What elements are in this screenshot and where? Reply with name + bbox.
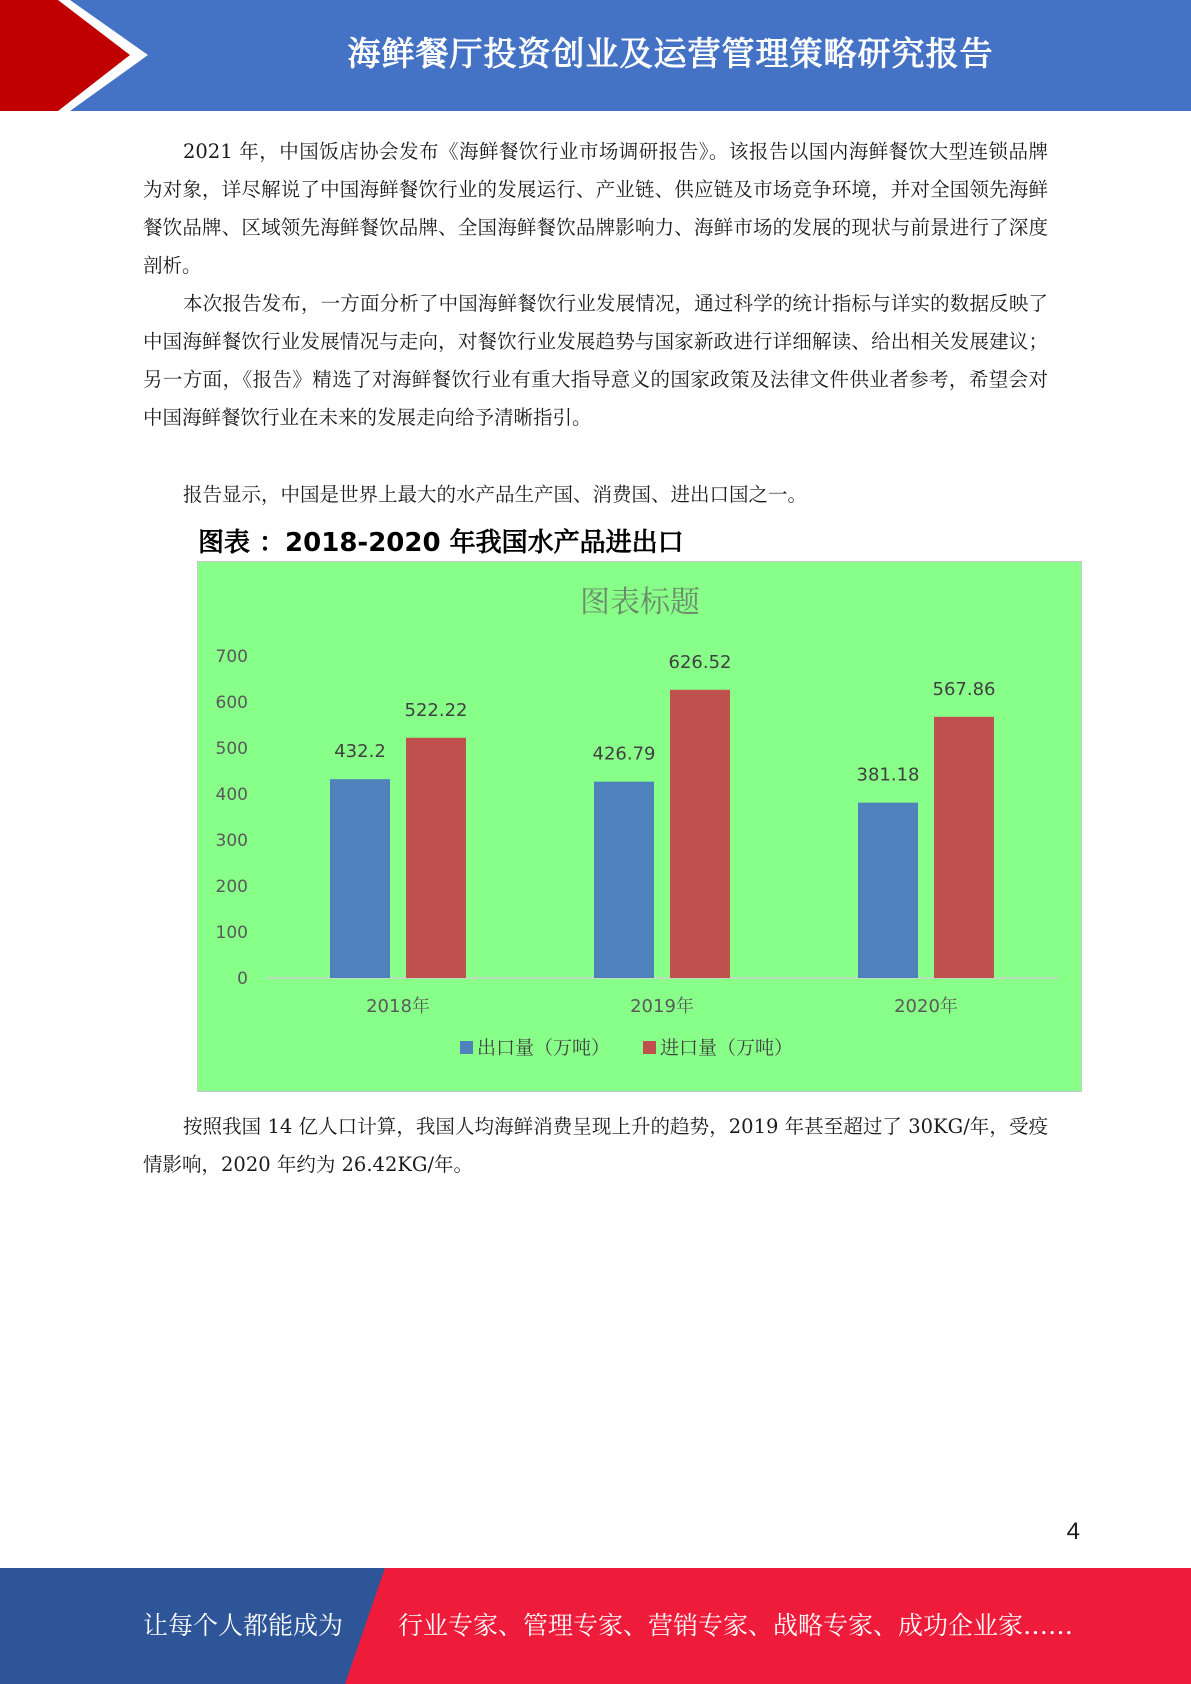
data-label: 522.22 [404, 699, 468, 721]
chart-title: 图表标题 [580, 585, 700, 620]
header-arrow-decoration [0, 0, 170, 111]
bar-export [330, 779, 390, 978]
paragraph-1: 2021 年，中国饭店协会发布《海鲜餐饮行业市场调研报告》。该报告以国内海鲜餐饮大型连锁品牌为对象，详尽解说了中国海鲜餐饮行业的发展运行、产业链、供应链及市场竞争环境，并对全国领先海鲜餐饮品牌、区域领先海鲜餐饮品牌、全国海鲜餐饮品牌影响力、海鲜市场的发展的现状与前景进行了深度剖析。 [143, 140, 1048, 277]
paragraph-3: 报告显示，中国是世界上最大的水产品生产国、消费国、进出口国之一。 [183, 483, 808, 506]
statement-text [143, 476, 1048, 514]
data-label: 426.79 [592, 743, 656, 765]
x-tick-label: 2019年 [630, 996, 694, 1017]
legend-label: 进口量（万吨） [660, 1037, 794, 1059]
bar-chart [197, 561, 1082, 1092]
intro-text [143, 133, 1048, 437]
bar-import [934, 717, 994, 978]
page-number: 4 [1066, 1518, 1080, 1545]
data-label: 567.86 [932, 678, 996, 700]
legend-label: 出口量（万吨） [477, 1037, 611, 1059]
y-tick-label: 100 [215, 923, 248, 943]
y-tick-label: 400 [215, 785, 248, 805]
header-title: 海鲜餐厅投资创业及运营管理策略研究报告 [347, 34, 994, 73]
data-label: 626.52 [668, 651, 732, 673]
conclusion-text [143, 1108, 1048, 1184]
paragraph-4: 按照我国 14 亿人口计算，我国人均海鲜消费呈现上升的趋势，2019 年甚至超过了 30KG/年，受疫情影响，2020 年约为 26.42KG/年。 [143, 1115, 1048, 1176]
bar-export [594, 782, 654, 978]
x-tick-label: 2020年 [894, 996, 958, 1017]
y-tick-label: 500 [215, 739, 248, 759]
y-tick-label: 200 [215, 877, 248, 897]
bar-import [670, 690, 730, 978]
footer-slogan: 让每个人都能成为 [143, 1611, 344, 1640]
data-label: 381.18 [856, 764, 920, 786]
y-tick-label: 0 [237, 969, 248, 989]
data-label: 432.2 [334, 741, 386, 763]
paragraph-2: 本次报告发布，一方面分析了中国海鲜餐饮行业发展情况，通过科学的统计指标与详实的数据反映了中国海鲜餐饮行业发展情况与走向，对餐饮行业发展趋势与国家新政进行详细解读、给出相关发展建议；另一方面，《报告》精选了对海鲜餐饮行业有重大指导意义的国家政策及法律文件供业者参考，希望会对中国海鲜餐饮行业在未来的发展走向给予清晰指引。 [143, 292, 1048, 429]
legend-swatch [460, 1041, 473, 1054]
footer-roles: 行业专家、管理专家、营销专家、战略专家、成功企业家…… [398, 1611, 1074, 1640]
bar-export [858, 803, 918, 978]
page-footer [0, 1568, 1191, 1684]
y-tick-label: 300 [215, 831, 248, 851]
y-tick-label: 600 [215, 693, 248, 713]
bar-import [406, 738, 466, 978]
page-header [0, 0, 1191, 111]
y-tick-label: 700 [215, 647, 248, 667]
legend-swatch [643, 1041, 656, 1054]
x-tick-label: 2018年 [366, 996, 430, 1017]
figure-caption: 图表 ：2018-2020 年我国水产品进出口 [198, 528, 684, 558]
chart-canvas [198, 562, 1083, 1093]
